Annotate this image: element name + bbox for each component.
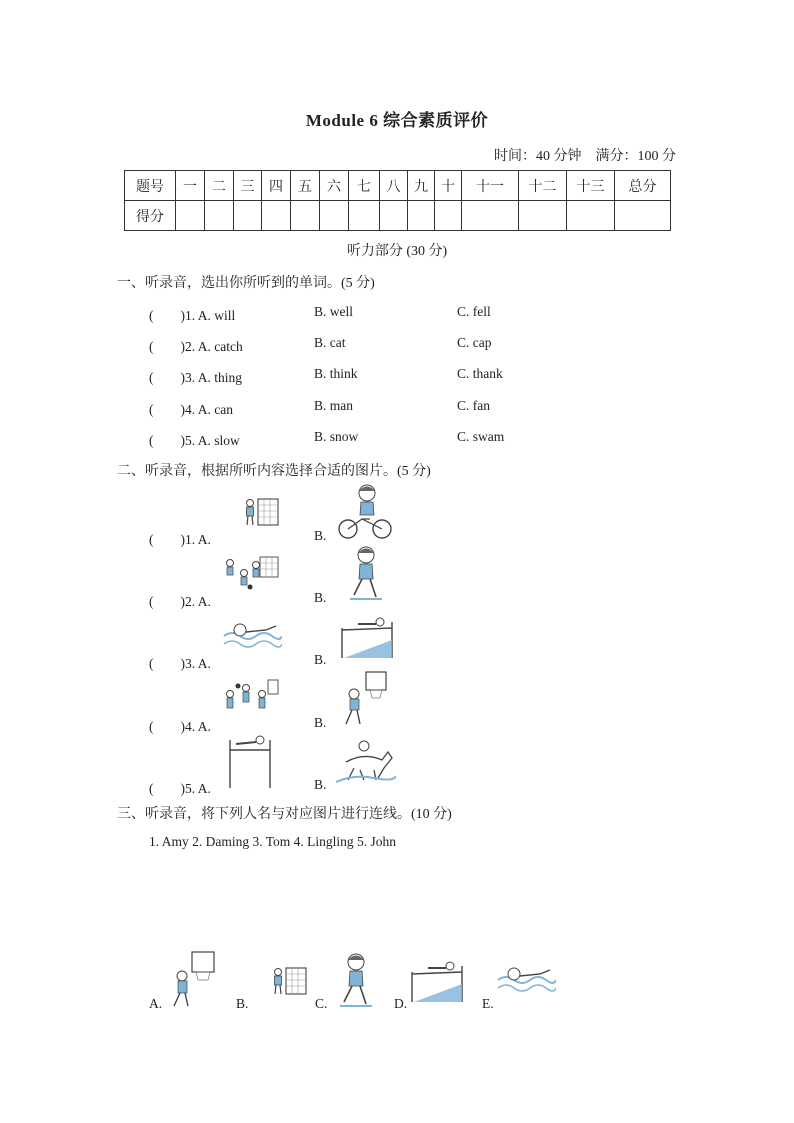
boy-swimming-picture xyxy=(222,618,282,652)
score-cell[interactable] xyxy=(205,201,234,231)
score-cell[interactable] xyxy=(462,201,519,231)
score-cell[interactable] xyxy=(262,201,291,231)
section2-question-3: ( )3. A. xyxy=(149,656,211,671)
score-cell[interactable] xyxy=(176,201,205,231)
score-cell[interactable] xyxy=(380,201,408,231)
question-option-c: C. cap xyxy=(457,335,492,350)
question-option-a: ( )5. A. slow xyxy=(149,433,240,448)
question-option-c: C. fell xyxy=(457,304,491,319)
boy-shooting-basketball-picture xyxy=(340,670,390,726)
score-header-cell: 一 xyxy=(176,171,205,201)
soccer-goalkeeper-picture xyxy=(240,495,280,533)
score-cell[interactable] xyxy=(234,201,262,231)
question-option-a: ( )1. A. will xyxy=(149,308,236,323)
score-cell[interactable] xyxy=(349,201,380,231)
score-table-header-row xyxy=(125,171,671,201)
score-header-cell: 八 xyxy=(380,171,408,201)
girl-horse-riding-picture xyxy=(334,738,396,784)
score-header-cell: 题号 xyxy=(125,171,176,201)
score-header-cell: 十 xyxy=(435,171,462,201)
section1-title: 一、听录音，选出你所听到的单词。(5 分) xyxy=(117,276,375,291)
match-label-e: E. xyxy=(482,996,494,1011)
high-jump-bar-picture xyxy=(226,734,274,790)
score-header-cell: 四 xyxy=(262,171,291,201)
score-header-cell: 九 xyxy=(408,171,435,201)
question-option-b: B. think xyxy=(314,366,358,381)
question-option-a: ( )2. A. catch xyxy=(149,339,243,354)
score-table-score-row xyxy=(125,201,671,231)
score-header-cell: 五 xyxy=(291,171,320,201)
section2-option-b: B. xyxy=(314,715,327,730)
question-option-c: C. swam xyxy=(457,429,505,444)
section2-title: 二、听录音，根据所听内容选择合适的图片。(5 分) xyxy=(117,464,431,479)
time-info: 时间：40 分钟 满分：100 分 xyxy=(494,149,676,164)
question-option-c: C. fan xyxy=(457,398,490,413)
high-jump-picture xyxy=(338,614,396,660)
score-cell[interactable] xyxy=(567,201,615,231)
score-header-cell: 总分 xyxy=(615,171,671,201)
section2-option-b: B. xyxy=(314,652,327,667)
question-option-a: ( )3. A. thing xyxy=(149,370,242,385)
girl-cycling-picture xyxy=(334,482,394,542)
page-title: Module 6 综合素质评价 xyxy=(305,111,489,130)
score-header-cell: 二 xyxy=(205,171,234,201)
section2-option-b: B. xyxy=(314,777,327,792)
section2-option-b: B. xyxy=(314,590,327,605)
question-option-b: B. snow xyxy=(314,429,359,444)
boy-shooting-basketball-picture xyxy=(166,950,218,1008)
section2-question-2: ( )2. A. xyxy=(149,594,211,609)
score-table xyxy=(124,170,671,231)
score-cell[interactable] xyxy=(408,201,435,231)
section2-question-4: ( )4. A. xyxy=(149,719,211,734)
children-playing-football-picture xyxy=(220,553,280,593)
score-cell[interactable] xyxy=(435,201,462,231)
match-label-d: D. xyxy=(394,996,408,1011)
girl-running-picture xyxy=(336,950,376,1010)
section3-title: 三、听录音，将下列人名与对应图片进行连线。(10 分) xyxy=(117,807,452,822)
score-header-cell: 十一 xyxy=(462,171,519,201)
question-option-b: B. well xyxy=(314,304,353,319)
children-playing-basketball-picture xyxy=(220,678,280,720)
girl-running-picture xyxy=(346,543,386,603)
score-cell[interactable] xyxy=(519,201,567,231)
score-header-cell: 十二 xyxy=(519,171,567,201)
score-header-cell: 六 xyxy=(320,171,349,201)
boy-swimming-picture xyxy=(496,962,556,996)
name-list: 1. Amy 2. Daming 3. Tom 4. Lingling 5. John xyxy=(149,834,397,849)
question-option-b: B. cat xyxy=(314,335,346,350)
question-option-c: C. thank xyxy=(457,366,503,381)
score-row-label: 得分 xyxy=(125,201,176,231)
question-option-a: ( )4. A. can xyxy=(149,402,233,417)
score-header-cell: 十三 xyxy=(567,171,615,201)
score-cell[interactable] xyxy=(320,201,349,231)
match-label-c: C. xyxy=(315,996,328,1011)
score-cell[interactable] xyxy=(615,201,671,231)
soccer-goalkeeper-picture xyxy=(268,964,308,1002)
score-header-cell: 三 xyxy=(234,171,262,201)
section2-option-b: B. xyxy=(314,528,327,543)
match-label-a: A. xyxy=(149,996,163,1011)
match-label-b: B. xyxy=(236,996,249,1011)
listening-part-heading: 听力部分 (30 分) xyxy=(346,244,448,259)
question-option-b: B. man xyxy=(314,398,353,413)
score-header-cell: 七 xyxy=(349,171,380,201)
section2-question-5: ( )5. A. xyxy=(149,781,211,796)
section2-question-1: ( )1. A. xyxy=(149,532,211,547)
score-cell[interactable] xyxy=(291,201,320,231)
high-jump-picture xyxy=(408,958,466,1004)
